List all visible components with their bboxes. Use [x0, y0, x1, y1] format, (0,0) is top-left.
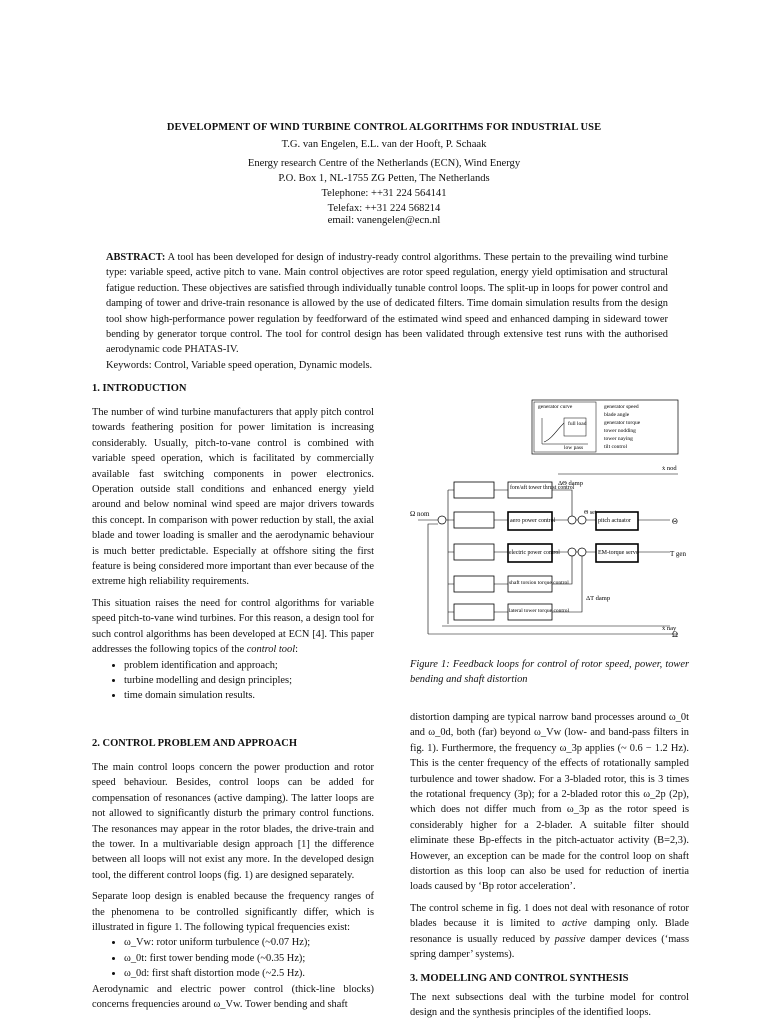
- right-column-body: [410, 710, 689, 963]
- sum-junction: [438, 516, 446, 524]
- keywords: Keywords: Control, Variable speed operation, Dynamic models.: [106, 359, 373, 371]
- block-label: electric power control: [509, 550, 560, 556]
- list-item: • ω_0d: first shaft distortion mode (~2.5 Hz).: [124, 966, 374, 981]
- section2-heading-wrap: [92, 736, 374, 751]
- intro-p2-emphasis: control tool: [246, 644, 296, 656]
- paper-title: DEVELOPMENT OF WIND TURBINE CONTROL ALGORITHMS FOR INDUSTRIAL USE: [166, 122, 602, 133]
- section3-body: [410, 990, 689, 1021]
- sum-junction: [568, 516, 576, 524]
- low-pass-filter: [454, 512, 494, 528]
- signal-t-gen: T gen: [670, 550, 687, 558]
- frequency-list: [92, 935, 374, 981]
- section3-heading: 3. MODELLING AND CONTROL SYNTHESIS: [410, 973, 629, 984]
- signal-theta-set: Θ set: [584, 510, 597, 516]
- abstract-text: A tool has been developed for design of industry-ready control algorithms. These pertain to the prevailing wind turbine type: variable speed, active pitch to vane. Main control objectives are rotor speed regulation, energy yield optimisation and structural fatigue reduction. These objectives are satisfied through individually tunable control loops. The split-up in loops for power control and damping of tower and drive-train resonance is allowed by the use of dedicated filters. Time domain simulation results from the design tool show high-performance power regulation by feedforward of the estimated wind speed and enhanced damping in sideward tower bending by generator torque control. The tool for control design has been validated through extensive test runs with the authorised aerodynamic code PHATAS-IV.: [106, 252, 668, 356]
- telephone: Telephone: ++31 224 564141: [321, 188, 447, 199]
- section2-paragraph-1: The main control loops concern the power production and rotor speed behaviour. Besides, control loops can be added for compensation of resonances (active damping). The latter loops are not allowed to significantly disturb the primary control functions. The resonances may appear in the rotor blades, the drive-train and the tower. In a multivariable design approach [1] the difference between all loops will not exist any more. In the developed design tool, the different control loops (fig. 1) are designed separately.: [92, 762, 374, 881]
- list-item: • ω_Vw: rotor uniform turbulence (~0.07 Hz);: [124, 935, 374, 950]
- signal-x-nod: ẋ nod: [662, 465, 677, 472]
- list-item: • time domain simulation results.: [124, 688, 374, 703]
- rp2-b: active: [562, 918, 587, 930]
- section3-heading-wrap: [410, 971, 689, 986]
- section2-paragraph-3: Aerodynamic and electric power control (thick-line blocks) concerns frequencies around ω_Vw. Tower bending and shaft: [92, 983, 374, 1011]
- list-item: • turbine modelling and design principles;: [124, 673, 374, 688]
- section1-body: [92, 405, 374, 704]
- section1-heading-wrap: [92, 381, 374, 396]
- section2-heading: 2. CONTROL PROBLEM AND APPROACH: [92, 738, 298, 749]
- signal-theta: Θ: [672, 517, 678, 526]
- signal-delta-theta: ΔΘ damp: [558, 480, 583, 487]
- affiliation: Energy research Centre of the Netherlands (ECN), Wind Energy: [247, 158, 521, 169]
- sum-junction: [578, 516, 586, 524]
- block-label: pitch actuator: [598, 518, 631, 524]
- block-label: EM-torque servo: [598, 550, 639, 556]
- intro-paragraph-1: The number of wind turbine manufacturers that apply pitch control towards feathering position for power limitation is increasing considerably. Usually, pitch-to-vane control is combined with variable speed operation, which is facilitated by commercially available fast switching components in power electronics. Operation outside stall conditions and enhanced energy yield around and below nominal wind speed are major drivers towards this concept. In comparison with power reduction by stall, the axial blade and tower loading is smaller and the aerodynamic behaviour is much better predictable. Especially at offshore siting the first feature is being considered more important than ever because of the extreme high reliability requirements.: [92, 407, 374, 588]
- band-pass-filter-2: [454, 576, 494, 592]
- figure-caption: Figure 1: Feedback loops for control of rotor speed, power, tower bending and shaft distortion: [410, 659, 689, 686]
- address: P.O. Box 1, NL-1755 ZG Petten, The Netherlands: [278, 173, 490, 184]
- sum-junction: [578, 548, 586, 556]
- legend-item: generator speed: [604, 404, 639, 410]
- right-paragraph-1: distortion damping are typical narrow band processes around ω_0t and ω_0d, both (far) beyond ω_Vw (low- and band-pass filters in fig. 1). Furthermore, the frequency ω_3p applies (~ 0.6 − 1.2 Hz). This is the center frequency of the effects of rotationally sampled turbulence and tower shadow. For a 3-bladed rotor, this is 3 times the rotational frequency (3p); for a 2-bladed rotor this ω_2p (2p), which does not differ much from ω_3p as the rotor speed is considerably higher for a 2-blader. A suitable filter should eliminate these Bp-effects in the pitch-actuator activity (B=2,3). However, an exception can be made for the control loop on shaft distortion as this loop can also be used for reduction of inertia loads caused by ‘Bp rotor acceleration’.: [410, 712, 689, 893]
- feedback-loop-diagram: [408, 394, 690, 652]
- band-pass-filter-1: [454, 482, 494, 498]
- rp2-e: damper devices (‘mass spring damper’ systems).: [410, 933, 689, 961]
- legend-item: tower nodding: [604, 428, 636, 434]
- inset-label-curve: generator curve: [538, 404, 573, 410]
- inset-label-lowpass: low pass: [564, 445, 584, 451]
- rp2-c: damping only. Blade resonance is usually reduced by: [410, 918, 689, 945]
- inset-label-full: full load: [568, 421, 587, 427]
- sum-junction: [568, 548, 576, 556]
- abstract: [106, 250, 668, 373]
- telefax: Telefax: ++31 224 568214: [327, 203, 441, 214]
- block-label: lateral tower torque control: [509, 608, 570, 614]
- rp2-a: The control scheme in fig. 1 does not deal with resonance of rotor blades because it is limited to: [410, 902, 689, 930]
- signal-omega: Ω: [672, 630, 678, 639]
- intro-p2-end: :: [295, 644, 298, 656]
- list-item: • ω_0t: first tower bending mode (~0.35 Hz);: [124, 951, 374, 966]
- right-paragraph-2: [410, 901, 689, 963]
- block-label: fore/aft tower thrust control: [510, 485, 575, 491]
- section2-paragraph-2: Separate loop design is enabled because the frequency ranges of the phenomena to be controlled significantly differ, which is illustrated in figure 1. The following typical frequencies exist:: [92, 891, 374, 934]
- intro-p2-text: This situation raises the need for control algorithms for variable speed pitch-to-vane wind turbines. For this reason, a design tool for such control algorithms has been developed at ECN [4]. This paper addresses the following topics of the: [92, 597, 374, 656]
- low-pass-filter-2: [454, 544, 494, 560]
- legend-item: tower naying: [604, 436, 633, 442]
- legend-item: generator torque: [604, 420, 641, 426]
- band-pass-filter-3: [454, 604, 494, 620]
- list-item: • problem identification and approach;: [124, 658, 374, 673]
- topics-list: [92, 658, 374, 704]
- rp2-d: passive: [554, 933, 586, 945]
- block-label: shaft torsion torque control: [509, 580, 569, 586]
- abstract-label: ABSTRACT:: [106, 252, 166, 263]
- email: email: vanengelen@ecn.nl: [327, 215, 441, 226]
- signal-omega-nom: Ω nom: [410, 510, 430, 518]
- intro-paragraph-2: [92, 596, 374, 658]
- section2-body: [92, 760, 374, 1013]
- signal-delta-t: ΔT damp: [586, 595, 611, 602]
- legend-item: tilt control: [604, 444, 628, 450]
- legend-item: blade angle: [604, 412, 630, 418]
- section1-heading: 1. INTRODUCTION: [92, 383, 187, 394]
- section3-paragraph-1: The next subsections deal with the turbine model for control design and the synthesis principles of the identified loops.: [410, 992, 689, 1019]
- authors: T.G. van Engelen, E.L. van der Hooft, P. Schaak: [281, 139, 487, 150]
- signal-x-nay: ẋ nay: [662, 625, 677, 632]
- block-label: aero power control: [510, 518, 556, 524]
